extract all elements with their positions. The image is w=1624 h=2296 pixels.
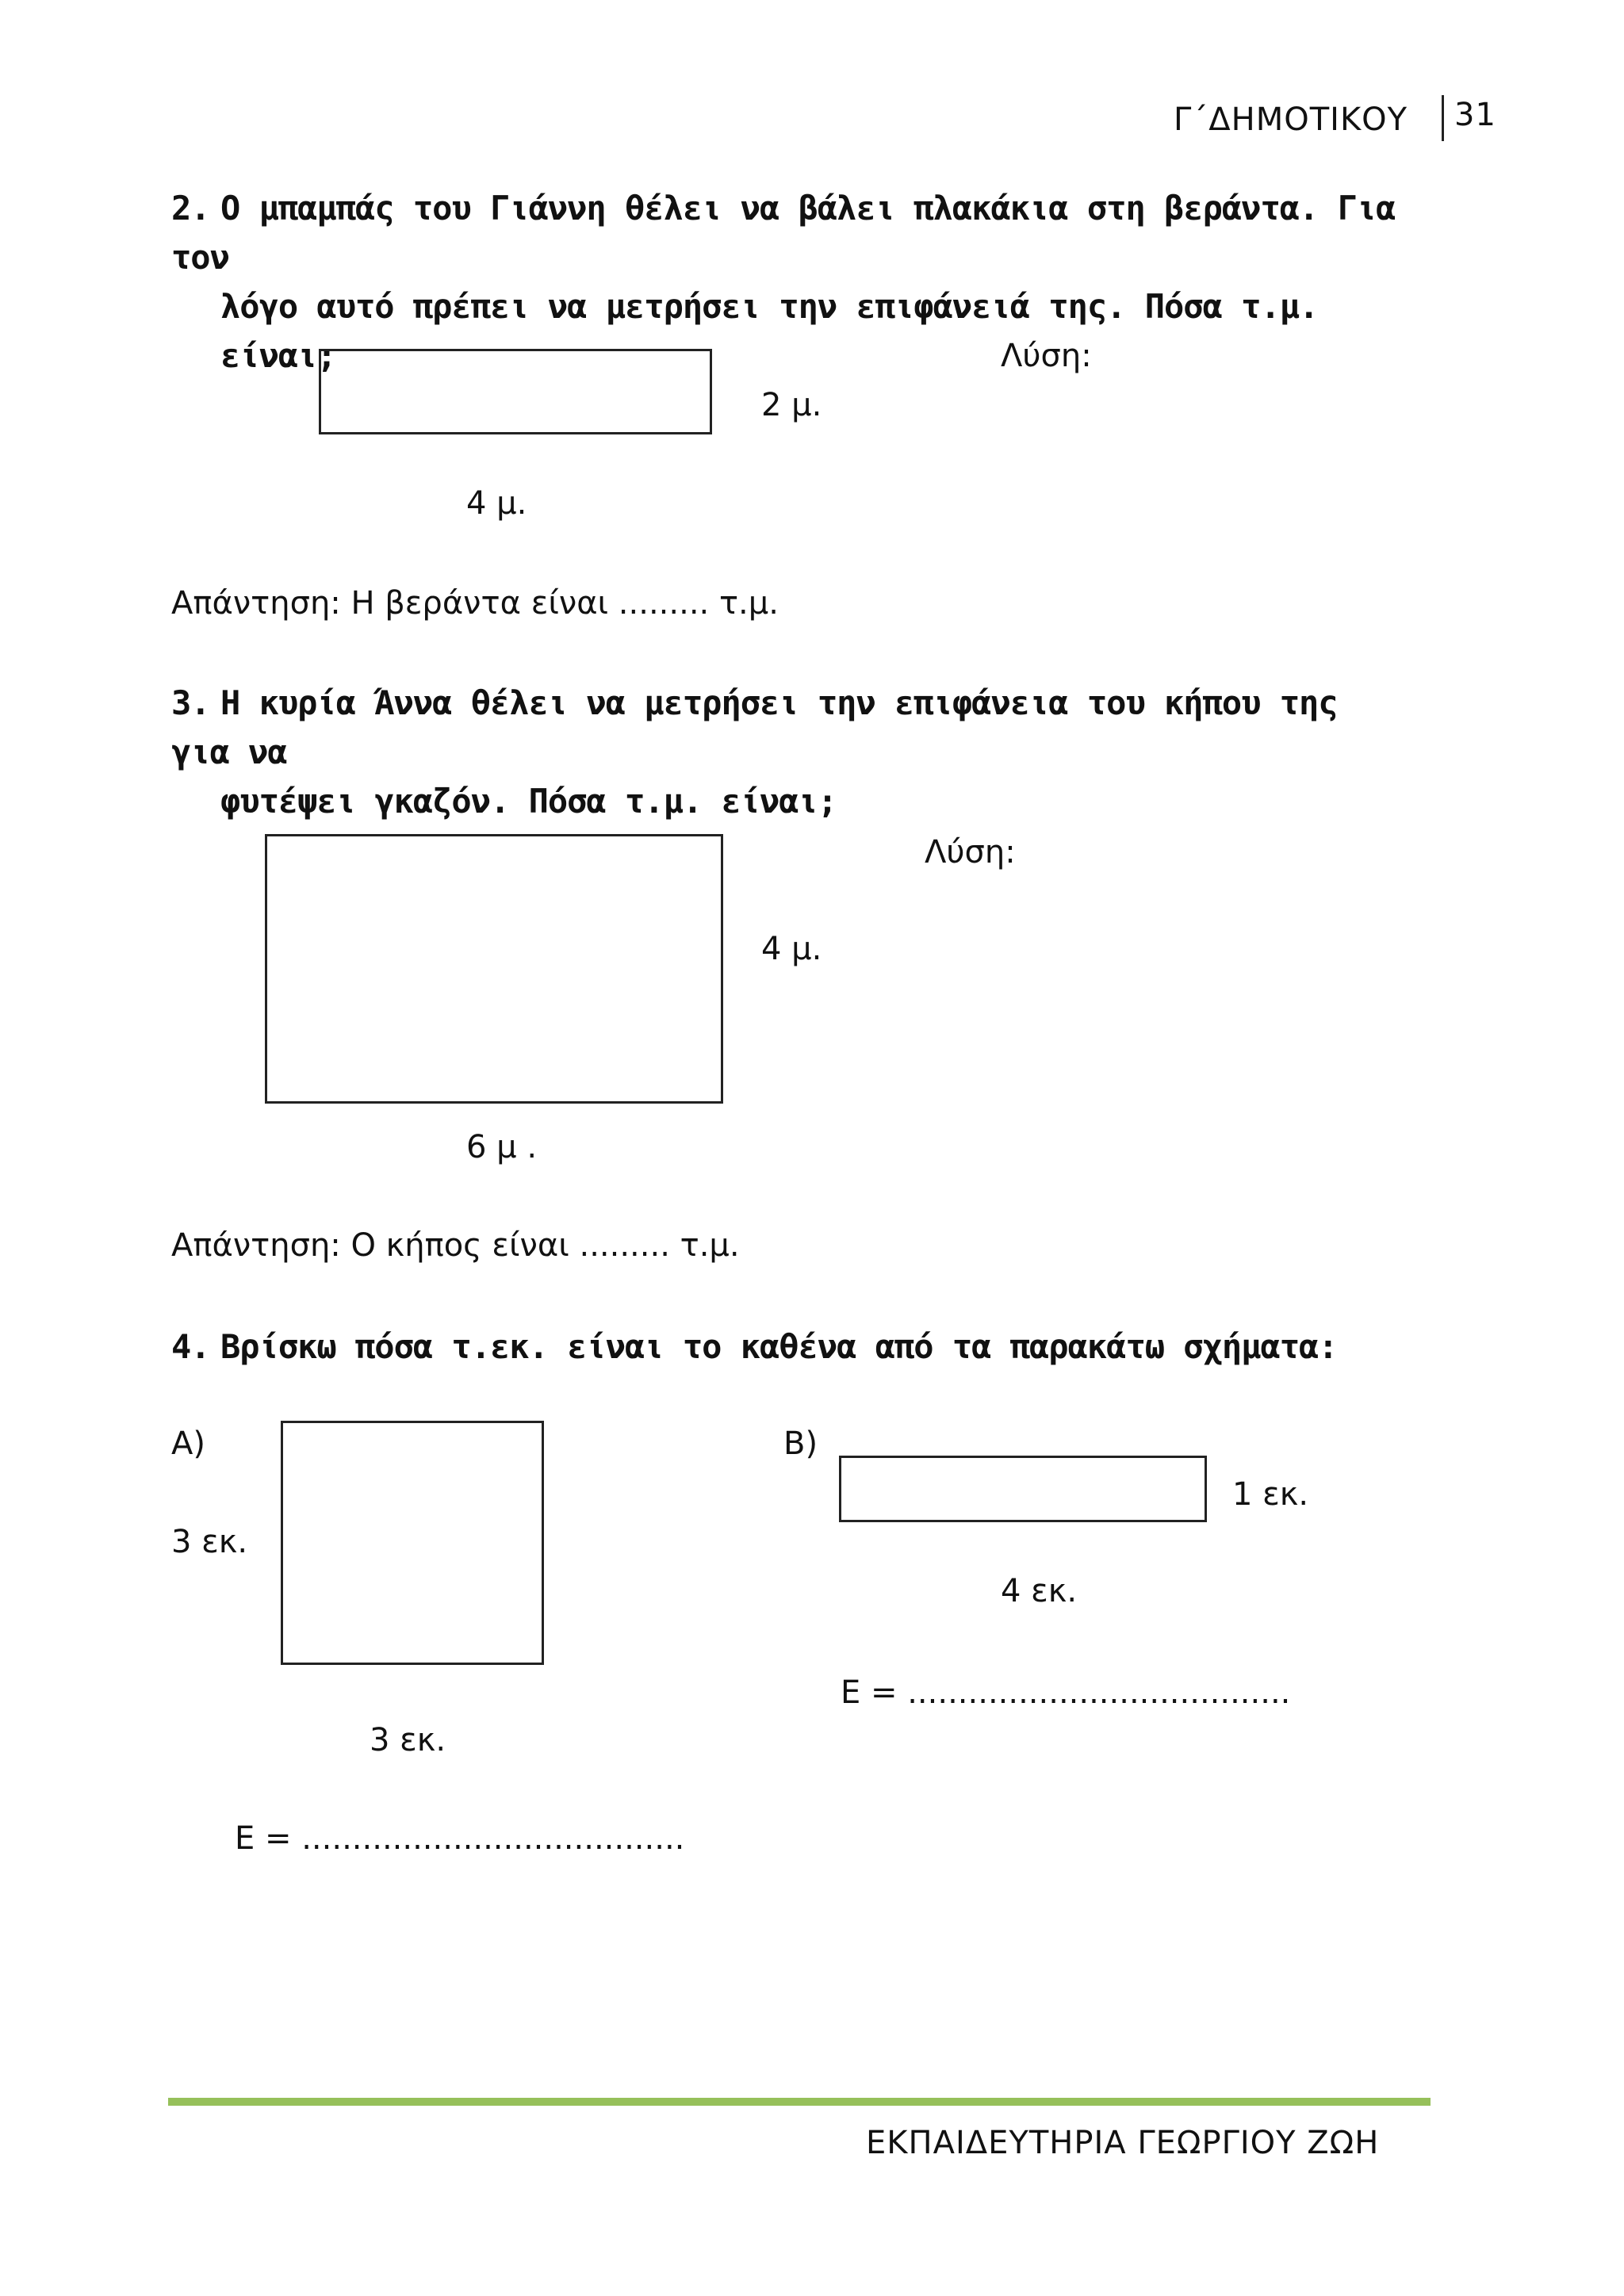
footer-text: ΕΚΠΑΙΔΕΥΤΗΡΙΑ ΓΕΩΡΓΙΟΥ ΖΩΗ	[866, 2125, 1380, 2161]
question-3	[171, 679, 1408, 826]
q3-solution-label: Λύση:	[925, 834, 1016, 871]
veranda-width-label: 4 μ.	[466, 485, 527, 522]
header-title: Γ΄ΔΗΜΟΤΙΚΟΥ	[1174, 101, 1408, 138]
question-4-number: 4.	[171, 1327, 210, 1366]
question-2-line2: λόγο αυτό πρέπει να μετρήσει την επιφάνειά της. Πόσα τ.μ. είναι;	[220, 287, 1319, 375]
question-2-number: 2.	[171, 189, 210, 228]
page-number: 31	[1454, 97, 1496, 133]
garden-rectangle	[265, 834, 723, 1104]
veranda-rectangle	[319, 349, 712, 434]
question-2-line1: Ο μπαμπάς του Γιάννη θέλει να βάλει πλακάκια στη βεράντα. Για τον	[171, 189, 1396, 277]
shape-b-bottom-label: 4 εκ.	[1001, 1573, 1078, 1609]
shape-a-bottom-label: 3 εκ.	[370, 1722, 446, 1758]
footer-line	[168, 2098, 1431, 2106]
question-4	[171, 1322, 1408, 1372]
shape-a-side-label: 3 εκ.	[171, 1524, 248, 1560]
shape-b-label: Β)	[783, 1425, 818, 1462]
q3-answer: Απάντηση: Ο κήπος είναι ......... τ.μ.	[171, 1227, 740, 1264]
garden-width-label: 6 μ .	[466, 1129, 538, 1165]
shape-b-side-label: 1 εκ.	[1232, 1476, 1309, 1513]
garden-height-label: 4 μ.	[761, 931, 822, 967]
question-3-line1: Η κυρία Άννα θέλει να μετρήσει την επιφάνεια του κήπου της για να	[171, 683, 1338, 771]
question-3-number: 3.	[171, 683, 210, 722]
question-4-line1: Βρίσκω πόσα τ.εκ. είναι το καθένα από τα παρακάτω σχήματα:	[220, 1327, 1338, 1366]
shape-a-formula: Ε = ......................................	[235, 1820, 685, 1857]
shape-a-square	[281, 1421, 544, 1665]
shape-b-formula: Ε = ......................................	[841, 1674, 1291, 1711]
header-divider	[1442, 95, 1444, 141]
shape-b-rectangle	[839, 1456, 1207, 1522]
question-3-line2: φυτέψει γκαζόν. Πόσα τ.μ. είναι;	[220, 782, 837, 821]
q2-answer: Απάντηση: Η βεράντα είναι ......... τ.μ.	[171, 585, 779, 622]
q2-solution-label: Λύση:	[1001, 338, 1092, 374]
veranda-height-label: 2 μ.	[761, 387, 822, 423]
shape-a-label: Α)	[171, 1425, 205, 1462]
